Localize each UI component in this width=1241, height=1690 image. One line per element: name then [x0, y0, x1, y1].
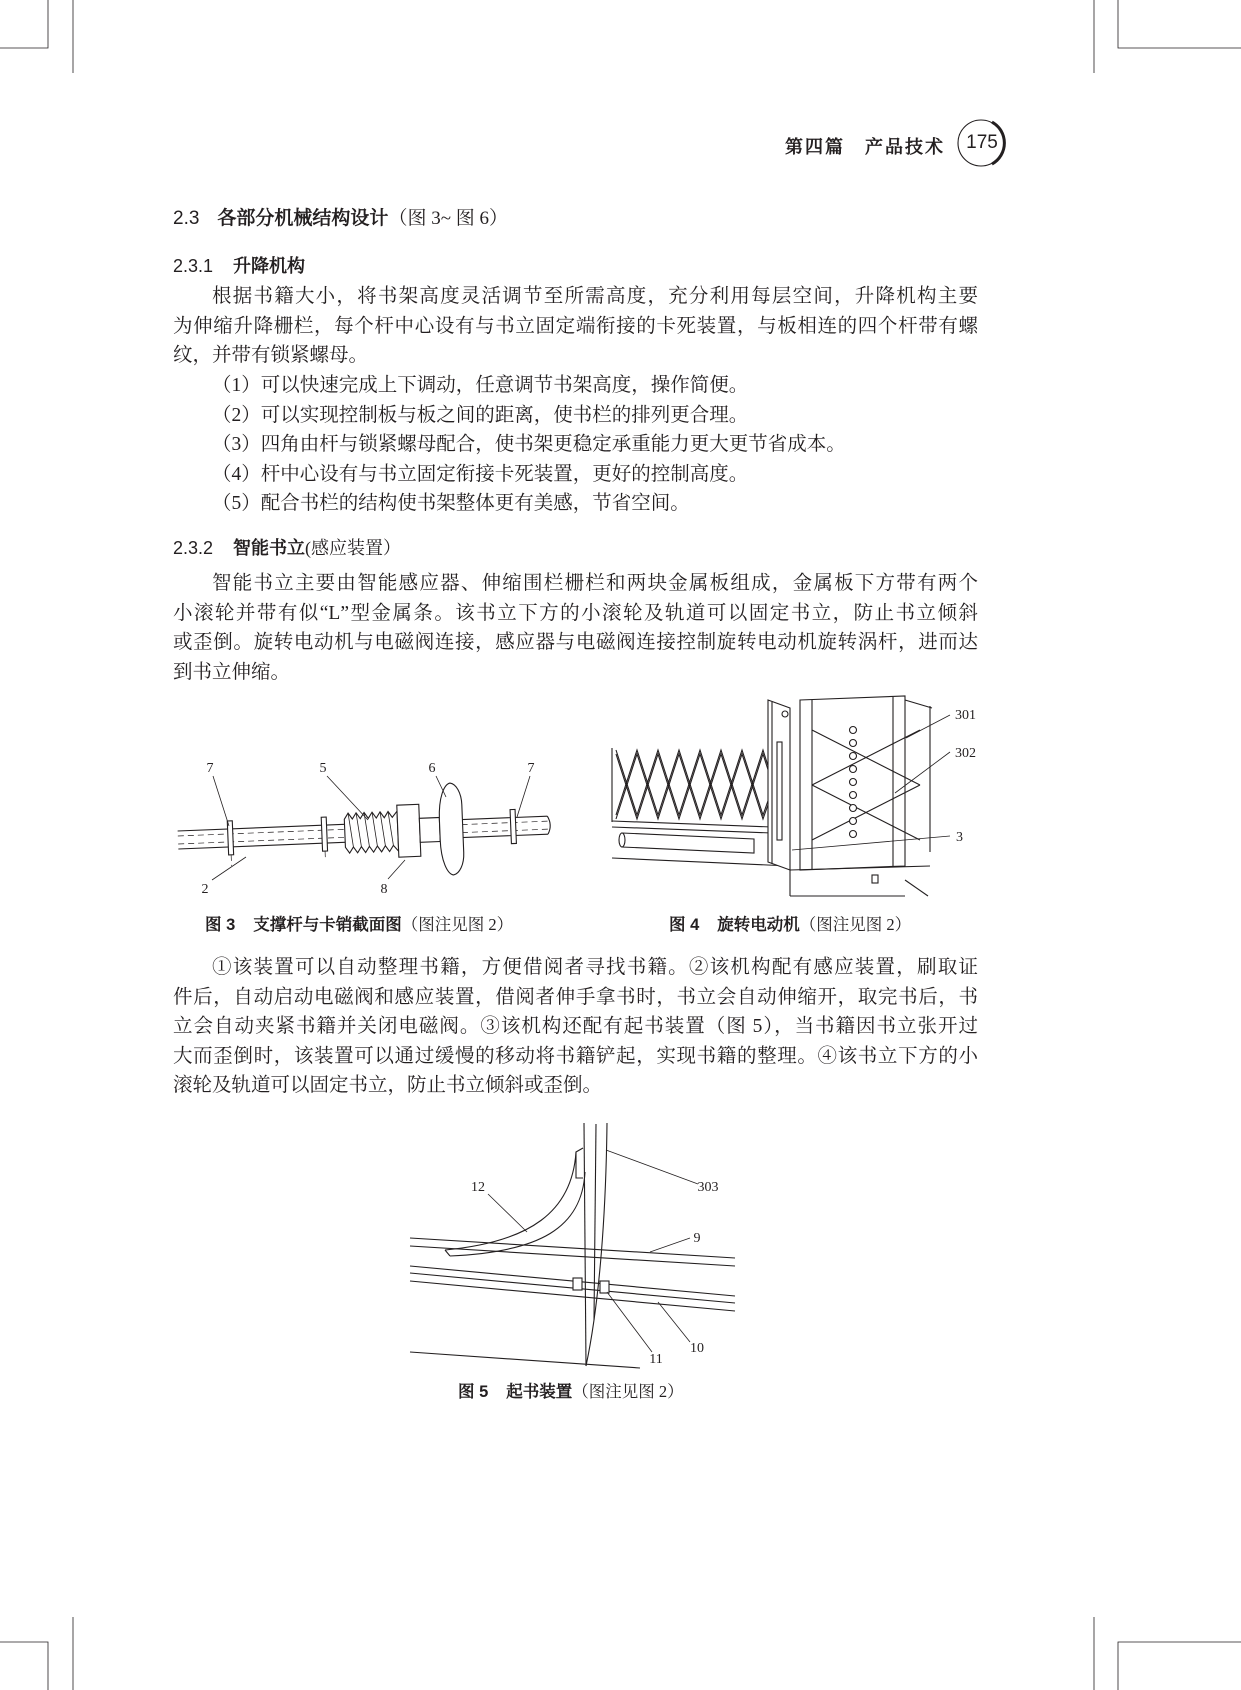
callout-label: 303: [697, 1180, 719, 1195]
callout-label: 301: [955, 708, 976, 723]
rod-end: [547, 816, 550, 834]
paragraph-line: 小滚轮并带有似“L”型金属条。该书立下方的小滚轮及轨道可以固定书立，防止书立倾斜: [173, 602, 978, 624]
base: [790, 866, 930, 896]
list-item: （3）四角由杆与锁紧螺母配合，使书架更稳定承重能力更大更节省成本。: [212, 434, 846, 456]
callout-label: 10: [690, 1341, 704, 1356]
callout-label: 7: [206, 761, 214, 776]
section-title: 各部分机械结构设计: [217, 208, 389, 229]
callout-label: 7: [527, 761, 535, 776]
paragraph-device-features: [173, 953, 978, 1101]
threaded-section: [344, 811, 399, 853]
callout-label: 11: [649, 1352, 663, 1367]
paragraph-line: 或歪倒。旋转电动机与电磁阀连接，感应器与电磁阀连接控制旋转电动机旋转涡杆，进而达: [173, 632, 978, 654]
subsection-number: 2.3.2: [173, 538, 214, 558]
paragraph-line: 件后，自动启动电磁阀和感应装置，借阅者伸手拿书时，书立会自动伸缩开，取完书后，书: [173, 986, 978, 1008]
pin: [510, 809, 516, 843]
upper-rail: [410, 1238, 735, 1266]
subsection-title: 升降机构: [233, 256, 306, 276]
callout-label: 3: [956, 830, 963, 845]
subsection-number: 2.3.1: [173, 256, 214, 276]
motor-panel: [800, 696, 932, 870]
figure-4-drawing: [605, 690, 985, 905]
bookend-blade: [584, 1123, 607, 1366]
lock-collar: [397, 804, 421, 857]
figure-title: 旋转电动机: [717, 916, 800, 934]
paragraph-line: ①该装置可以自动整理书籍，方便借阅者寻找书籍。②该机构配有感应装置，刷取证: [212, 957, 978, 978]
figure-3-drawing: [170, 745, 555, 905]
figure-title: 起书装置: [506, 1383, 573, 1401]
figure-label: 图 4: [669, 916, 700, 934]
figure-title: 支撑杆与卡销截面图: [253, 916, 402, 934]
paragraph-line: 大而歪倒时，该装置可以通过缓慢的移动将书籍铲起，实现书籍的整理。④该书立下方的小: [173, 1045, 978, 1067]
paragraph-smart-bookend: [173, 569, 978, 687]
section-note: （图 3~ 图 6）: [388, 208, 508, 229]
figure-4-caption: [669, 914, 911, 936]
figure-note: （图注见图 2）: [401, 915, 514, 934]
paragraph-line: 为伸缩升降栅栏，每个杆中心设有与书立固定端衔接的卡死装置，与板相连的四个杆带有螺: [173, 315, 978, 337]
rollers: [573, 1278, 609, 1293]
paragraph-line: 根据书籍大小，将书架高度灵活调节至所需高度，充分利用每层空间，升降机构主要: [212, 286, 978, 307]
plate-slot: [777, 742, 782, 840]
figure-3-caption: [205, 914, 513, 936]
subsection-heading-2: [173, 536, 401, 561]
feature-list: [173, 371, 978, 519]
callout-label: 302: [955, 746, 976, 761]
base-line: [410, 1352, 640, 1368]
list-item: （2）可以实现控制板与板之间的距离，使书栏的排列更合理。: [212, 404, 749, 426]
pin: [227, 821, 234, 866]
section-heading: [173, 206, 508, 231]
figure-note: （图注见图 2）: [572, 1382, 684, 1401]
figure-5-caption: [458, 1381, 684, 1403]
figure-label: 图 5: [458, 1383, 489, 1401]
callout-label: 2: [201, 882, 209, 897]
end-plate: [768, 700, 790, 870]
subsection-note: (感应装置）: [305, 538, 402, 558]
part-title: 第四篇 产品技术: [785, 137, 945, 158]
paragraph-line: 滚轮及轨道可以固定书立，防止书立倾斜或歪倒。: [173, 1075, 603, 1097]
page-number: 175: [966, 132, 998, 153]
section-number: 2.3: [173, 208, 200, 229]
pin: [321, 817, 328, 860]
paragraph-line: 立会自动夹紧书籍并关闭电磁阀。③该机构还配有起书装置（图 5），当书籍因书立张开过: [173, 1016, 978, 1038]
callout-label: 9: [693, 1231, 701, 1246]
paragraph-lifting-mechanism: [173, 282, 978, 371]
callout-label: 12: [471, 1180, 485, 1195]
list-item: （5）配合书栏的结构使书架整体更有美感，节省空间。: [212, 493, 690, 515]
list-item: （4）杆中心设有与书立固定衔接卡死装置，更好的控制高度。: [212, 463, 749, 485]
leader-lines: [488, 1150, 698, 1352]
knob-head: [438, 783, 465, 876]
subsection-heading-1: [173, 254, 305, 279]
paragraph-line: 智能书立主要由智能感应器、伸缩围栏栅栏和两块金属板组成，金属板下方带有两个: [212, 573, 978, 594]
figure-5-drawing: [405, 1115, 740, 1375]
panel-holes: [850, 727, 857, 838]
callout-label: 5: [319, 761, 327, 776]
lifting-scoop: [445, 1148, 585, 1256]
list-item: （1）可以快速完成上下调动，任意调节书架高度，操作简便。: [212, 375, 749, 396]
rail-cylinder: [622, 833, 754, 853]
track-rail: [612, 821, 790, 866]
support-rod-assembly: [176, 779, 552, 886]
figure-note: （图注见图 2）: [799, 915, 912, 934]
knob-neck: [419, 817, 440, 842]
figure-label: 图 3: [205, 916, 236, 934]
paragraph-line: 纹，并带有锁紧螺母。: [173, 345, 369, 367]
paragraph-line: 到书立伸缩。: [173, 661, 291, 683]
callout-label: 8: [380, 882, 388, 897]
callout-label: 6: [428, 761, 436, 776]
scissor-fence: [612, 748, 770, 822]
subsection-title: 智能书立: [233, 538, 306, 558]
